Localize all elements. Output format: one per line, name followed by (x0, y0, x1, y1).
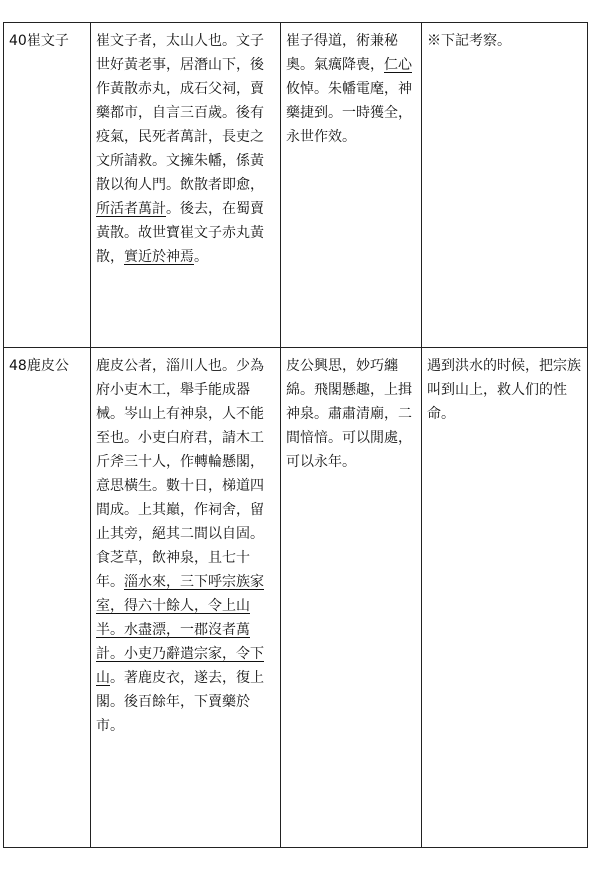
text-segment: 。著鹿皮衣，遂去，復上閣。後百餘年，下賣藥於市。 (96, 670, 264, 734)
text-segment: 攸悼。朱幡電麾，神藥捷到。一時獲全，永世作效。 (286, 81, 412, 145)
text-segment: 皮公興思，妙巧纏綿。飛閣懸趣，上揖神泉。肅肅清廟，二間愔愔。可以閒處，可以永年。 (286, 358, 412, 470)
underlined-text: 所活者萬計 (96, 201, 166, 217)
table-row (4, 348, 588, 848)
note-cell: 遇到洪水的时候，把宗族叫到山上，救人们的性命。 (422, 348, 588, 848)
entry-id-cell: 48鹿皮公 (4, 348, 91, 848)
text-segment: 鹿皮公者，淄川人也。少為府小吏木工，舉手能成器械。岑山上有神泉，人不能至也。小吏白府君，請木工斤斧三十人，作轉輪懸閣，意思橫生。數十日，梯道四間成。上其巔，作祠舍，留止其旁，絕其二間以自固。食芝草，飲神泉，且七十年。 (96, 358, 264, 590)
praise-text-cell (281, 348, 422, 848)
original-text-cell (91, 348, 281, 848)
comparison-table (3, 22, 588, 848)
entry-id-cell: 40崔文子 (4, 23, 91, 348)
text-segment: 。 (194, 249, 208, 265)
text-segment: 崔子得道，術兼秘奧。氣癘降喪， (286, 33, 398, 73)
table-row (4, 23, 588, 348)
text-segment: 崔文子者，太山人也。文子世好黃老事，居潛山下，後作黃散赤丸，成石父祠，賣藥都市，自言三百歲。後有疫氣，民死者萬計，長吏之文所請救。文擁朱幡，係黃散以徇人門。飲散者即愈， (96, 33, 264, 193)
original-text-cell (91, 23, 281, 348)
underlined-text: 實近於神焉 (124, 249, 194, 265)
praise-text-cell (281, 23, 422, 348)
underlined-text: 淄水來，三下呼宗族家室，得六十餘人，令上山半。水盡漂，一郡沒者萬計。小吏乃辭遣宗家，令下山 (96, 574, 264, 686)
text-segment: 。後去，在蜀賣黃散。故世寶崔文子赤丸黃散， (96, 201, 264, 265)
note-cell: ※下記考察。 (422, 23, 588, 348)
underlined-text: 仁心 (384, 57, 412, 73)
